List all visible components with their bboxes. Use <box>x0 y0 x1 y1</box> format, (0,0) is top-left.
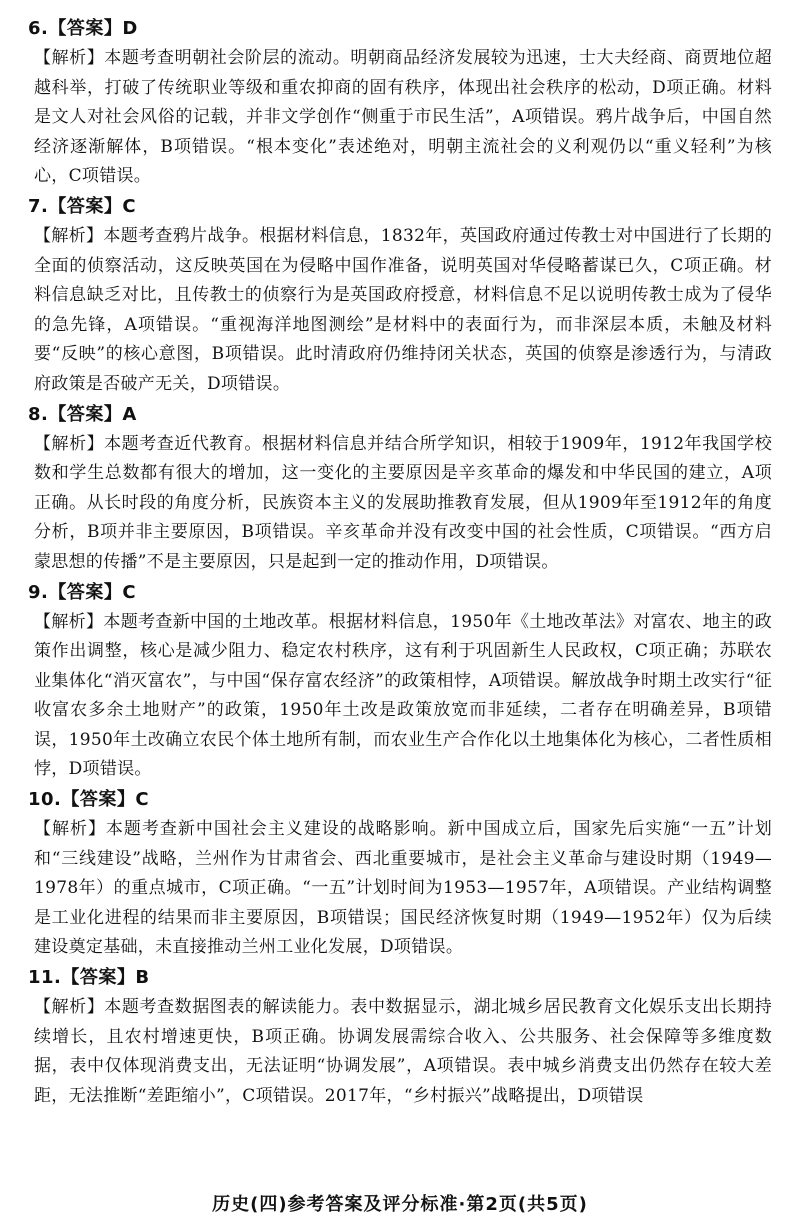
analysis-text: 【解析】本题考查新中国社会主义建设的战略影响。新中国成立后，国家先后实施“一五”计划和“三线建设”战略，兰州作为甘肃省会、西北重要城市，是社会主义革命与建设时期（1949—1978年）的重点城市，C项正确。“一五”计划时间为1953—1957年，A项错误。产业结构调整是工业化进程的结果而非主要原因，B项错误；国民经济恢复时期（1949—1952年）仅为后续建设奠定基础，未直接推动兰州工业化发展，D项错误。 <box>34 819 772 958</box>
answer-text: 【答案】A <box>48 403 137 425</box>
analysis-text: 【解析】本题考查近代教育。根据材料信息并结合所学知识，相较于1909年，1912年我国学校数和学生总数都有很大的增加，这一变化的主要原因是辛亥革命的爆发和中华民国的建立，A项正确。从长时段的角度分析，民族资本主义的发展助推教育发展，但从1909年至1912年的角度分析，B项并非主要原因，B项错误。辛亥革命并没有改变中国的社会性质，C项错误。“西方启蒙思想的传播”不是主要原因，只是起到一定的推动作用，D项错误。 <box>34 433 772 572</box>
question-item-7 <box>28 192 772 400</box>
analysis-text: 【解析】本题考查数据图表的解读能力。表中数据显示，湖北城乡居民教育文化娱乐支出长期持续增长，且农村增速更快，B项正确。协调发展需综合收入、公共服务、社会保障等多维度数据，表中仅体现消费支出，无法证明“协调发展”，A项错误。表中城乡消费支出仍然存在较大差距，无法推断“差距缩小”，C项错误。2017年，“乡村振兴”战略提出，D项错误 <box>34 997 772 1106</box>
question-item-6 <box>28 14 772 192</box>
answer-text: 【答案】B <box>61 967 150 989</box>
analysis-text: 【解析】本题考查鸦片战争。根据材料信息，1832年，英国政府通过传教士对中国进行了长期的全面的侦察活动，这反映英国在为侵略中国作准备，说明英国对华侵略蓄谋已久，C项正确。材料信息缺乏对比，且传教士的侦察行为是英国政府授意，材料信息不足以说明传教士成为了侵华的急先锋，A项错误。“重视海洋地图测绘”是材料中的表面行为，而非深层本质，未触及材料要“反映”的核心意图，B项错误。此时清政府仍维持闭关状态，英国的侦察是渗透行为，与清政府政策是否破产无关，D项错误。 <box>34 225 772 394</box>
analysis-text: 【解析】本题考查明朝社会阶层的流动。明朝商品经济发展较为迅速，士大夫经商、商贾地位超越科举，打破了传统职业等级和重农抑商的固有秩序，体现出社会秩序的松动，D项正确。材料是文人对社会风俗的记载，并非文学创作“侧重于市民生活”，A项错误。鸦片战争后，中国自然经济逐渐解体，B项错误。“根本变化”表述绝对，明朝主流社会的义利观仍以“重义轻利”为核心，C项错误。 <box>34 48 772 187</box>
answer-line <box>28 578 772 608</box>
answer-line <box>28 192 772 222</box>
answer-text: 【答案】C <box>48 195 137 217</box>
question-number: 8. <box>28 403 49 425</box>
question-item-11 <box>28 963 772 1111</box>
answer-line <box>28 400 772 430</box>
question-item-10 <box>28 785 772 963</box>
question-item-9 <box>28 578 772 786</box>
answer-text: 【答案】C <box>48 581 137 603</box>
page-footer: 历史(四)参考答案及评分标准·第2页(共5页) <box>212 1194 588 1215</box>
answer-line <box>28 14 772 44</box>
answer-line <box>28 963 772 993</box>
answer-text: 【答案】D <box>48 18 138 39</box>
analysis-text: 【解析】本题考查新中国的土地改革。根据材料信息，1950年《土地改革法》对富农、地主的政策作出调整，核心是减少阻力、稳定农村秩序，这有利于巩固新生人民政权，C项正确；苏联农业集体化“消灭富农”，与中国“保存富农经济”的政策相悖，A项错误。解放战争时期土改实行“征收富农多余土地财产”的政策，1950年土改是政策放宽而非延续，二者存在明确差异，B项错误，1950年土改确立农民个体土地所有制，而农业生产合作化以土地集体化为核心，二者性质相悖，D项错误。 <box>34 611 772 780</box>
question-item-8 <box>28 400 772 578</box>
question-number: 9. <box>28 581 49 603</box>
question-number: 11. <box>28 967 62 989</box>
question-number: 7. <box>28 195 49 217</box>
question-number: 10. <box>28 789 62 811</box>
answer-line <box>28 785 772 815</box>
answer-text: 【答案】C <box>61 789 150 811</box>
question-number: 6. <box>28 18 49 39</box>
